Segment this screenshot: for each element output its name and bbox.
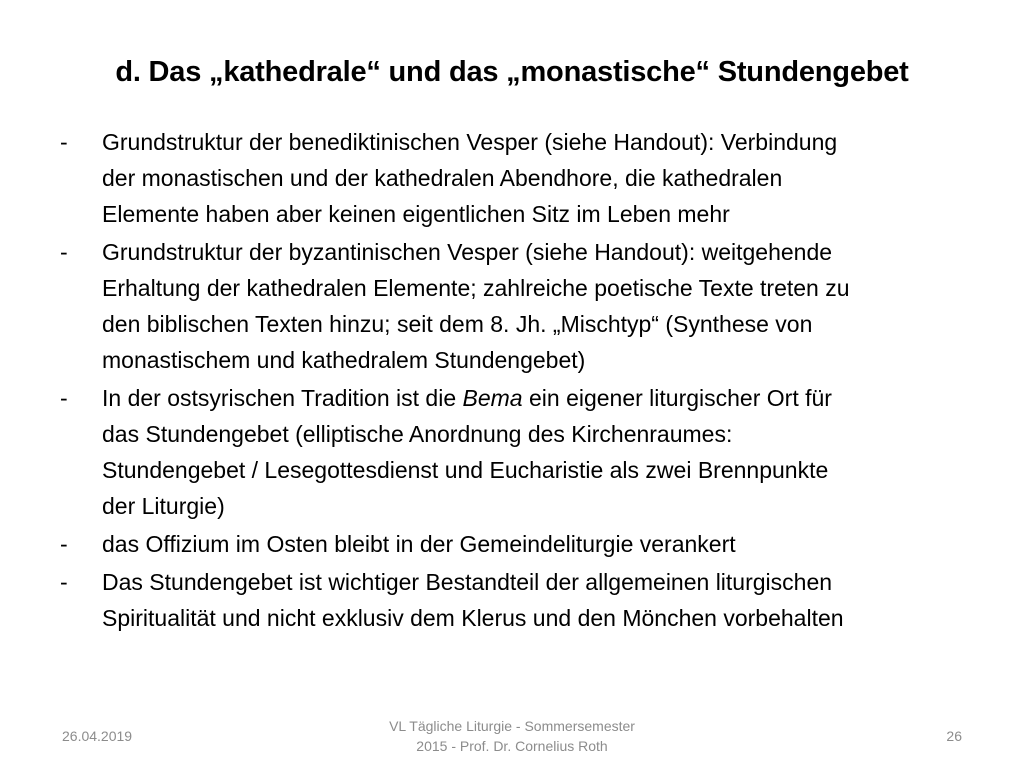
bullet-item-1 — [60, 124, 960, 232]
bullet-5-line-1: Das Stundengebet ist wichtiger Bestandteil der allgemeinen liturgischen — [102, 569, 833, 595]
bullet-2-line-3: den biblischen Texten hinzu; seit dem 8. Jh. „Mischtyp“ (Synthese von — [102, 311, 813, 337]
bullet-dash: - — [60, 531, 68, 557]
bullet-3-line-3: Stundengebet / Lesegottesdienst und Eucharistie als zwei Brennpunkte — [102, 457, 829, 483]
bullet-dash: - — [60, 569, 68, 595]
bullet-item-4 — [60, 526, 960, 562]
bullet-3-line-1 — [102, 380, 960, 416]
bullet-3-text-before: In der ostsyrischen Tradition ist die — [102, 385, 463, 411]
footer-lecture-info — [362, 716, 662, 756]
bullet-1-line-1: Grundstruktur der benediktinischen Vesper (siehe Handout): Verbindung — [102, 129, 838, 155]
bullet-item-2 — [60, 234, 960, 378]
footer-lecture-line-1: VL Tägliche Liturgie - Sommersemester — [389, 718, 635, 734]
bullet-2-line-4: monastischem und kathedralem Stundengebet) — [102, 347, 586, 373]
bema-italic-term: Bema — [462, 385, 523, 411]
slide-title: d. Das „kathedrale“ und das „monastische“ Stundengebet — [115, 56, 909, 88]
bullet-4-line-1: das Offizium im Osten bleibt in der Gemeindeliturgie verankert — [102, 531, 736, 557]
bullet-2-line-1: Grundstruktur der byzantinischen Vesper (siehe Handout): weitgehende — [102, 239, 833, 265]
bullet-dash: - — [60, 239, 68, 265]
page-number: 26 — [946, 728, 962, 744]
footer-date: 26.04.2019 — [62, 728, 133, 744]
bullet-list — [60, 124, 960, 638]
bullet-item-5 — [60, 564, 960, 636]
bullet-1-line-2: der monastischen und der kathedralen Abendhore, die kathedralen — [102, 165, 783, 191]
bullet-item-3 — [60, 380, 960, 524]
bullet-1-line-3: Elemente haben aber keinen eigentlichen Sitz im Leben mehr — [102, 201, 730, 227]
bullet-3-line-2: das Stundengebet (elliptische Anordnung des Kirchenraumes: — [102, 421, 733, 447]
bullet-2-line-2: Erhaltung der kathedralen Elemente; zahlreiche poetische Texte treten zu — [102, 275, 850, 301]
bullet-5-line-2: Spiritualität und nicht exklusiv dem Klerus und den Mönchen vorbehalten — [102, 605, 844, 631]
bullet-3-line-4: der Liturgie) — [102, 493, 225, 519]
bullet-dash: - — [60, 129, 68, 155]
bullet-dash: - — [60, 385, 68, 411]
bullet-3-text-after: ein eigener liturgischer Ort für — [522, 385, 832, 411]
footer-lecture-line-2: 2015 - Prof. Dr. Cornelius Roth — [416, 738, 608, 754]
